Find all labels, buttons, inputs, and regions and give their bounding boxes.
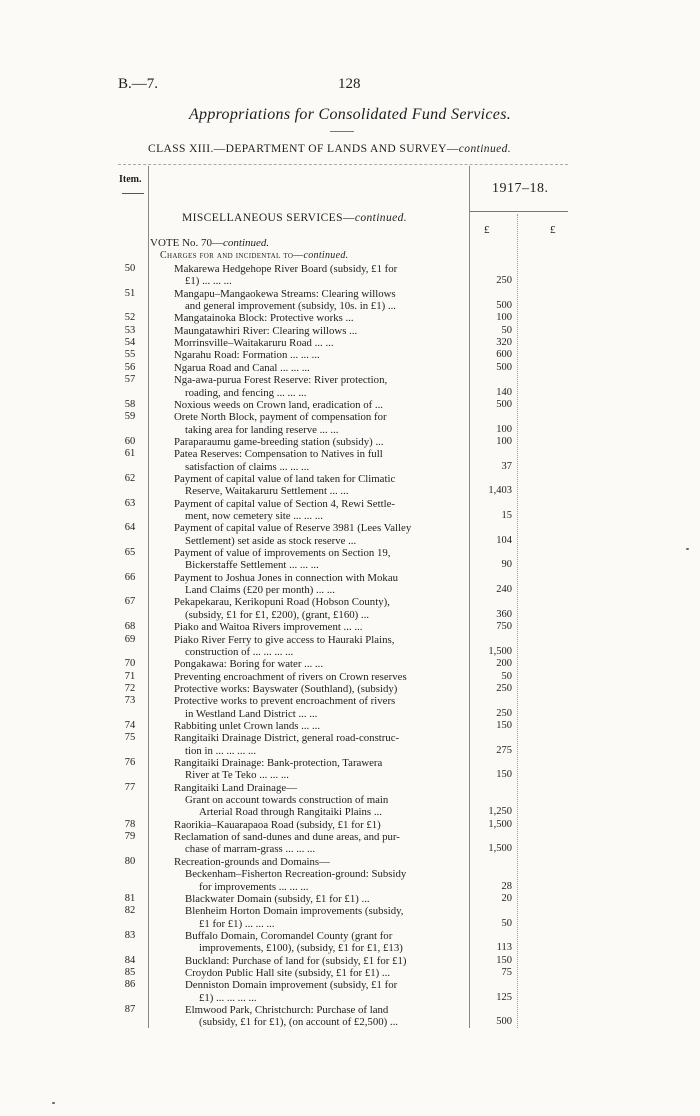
table-row (0, 461, 700, 473)
item-number: 72 (124, 682, 136, 694)
item-amount: 150 (496, 719, 512, 731)
item-description: Payment of capital value of Reserve 3981 (Lees Valley (174, 522, 412, 535)
item-description: Denniston Domain improvement (subsidy, £1 for (185, 979, 398, 992)
item-description: satisfaction of claims ... ... ... (185, 460, 310, 473)
item-number: 62 (124, 472, 136, 484)
item-number: 76 (124, 757, 136, 768)
title-rule (330, 131, 354, 132)
item-number: 56 (124, 361, 136, 373)
item-amount: 100 (496, 312, 512, 324)
item-description: Land Claims (£20 per month) ... ... (185, 584, 335, 597)
item-description: Blackwater Domain (subsidy, £1 for £1) ... (185, 892, 370, 905)
class-heading-continued: continued. (458, 143, 512, 155)
item-number: 53 (124, 324, 136, 336)
item-description: taking area for landing reserve ... ... (185, 423, 339, 436)
item-amount: 113 (496, 942, 512, 954)
table-row (0, 646, 700, 658)
item-description: £1) ... ... ... ... (199, 991, 257, 1004)
item-amount: 200 (496, 658, 512, 670)
table-row (0, 930, 700, 942)
item-description: Buffalo Domain, Coromandel County (grant for (185, 929, 393, 942)
table-row (0, 325, 700, 337)
document-reference: B.—7. (118, 76, 159, 92)
table-row (0, 992, 700, 1004)
item-description: Grant on account towards construction of main (185, 794, 389, 807)
item-amount: 750 (496, 621, 512, 633)
item-amount: 1,500 (488, 843, 512, 855)
year-header-rule (470, 211, 568, 212)
item-description: Rangitaiki Drainage: Bank-protection, Tarawera (174, 757, 383, 769)
item-description: Protective works to prevent encroachment of rivers (174, 695, 396, 708)
item-description: Blenheim Horton Domain improvements (subsidy, (185, 905, 404, 918)
item-number: 77 (124, 781, 136, 793)
item-amount: 1,403 (488, 485, 512, 497)
item-description: Pongakawa: Boring for water ... ... (174, 658, 324, 671)
table-row (0, 893, 700, 905)
item-number: 70 (124, 658, 136, 670)
item-number: 78 (124, 818, 136, 830)
table-row (0, 609, 700, 621)
table-row (0, 769, 700, 781)
table-row (0, 621, 700, 633)
table-row (0, 967, 700, 979)
item-description: improvements, £100), (subsidy, £1 for £1, £13) (199, 942, 403, 955)
item-description: Mangatainoka Block: Protective works ... (174, 312, 354, 325)
item-description: Arterial Road through Rangitaiki Plains ... (199, 806, 382, 819)
item-amount: 500 (496, 300, 512, 312)
table-row (0, 658, 700, 670)
item-number: 51 (124, 287, 136, 299)
table-row (0, 732, 700, 744)
item-amount: 1,500 (488, 818, 512, 830)
table-row (0, 263, 700, 275)
item-number: 60 (124, 435, 136, 447)
item-amount: 50 (501, 917, 512, 929)
item-description: Ngarua Road and Canal ... ... ... (174, 361, 310, 374)
item-description: Nga-awa-purua Forest Reserve: River protection, (174, 374, 388, 387)
table-row (0, 399, 700, 411)
item-description: £1) ... ... ... (185, 275, 232, 288)
class-heading-main: CLASS XIII.—DEPARTMENT OF LANDS AND SURVEY— (148, 143, 459, 155)
item-column-header: Item. (119, 174, 142, 185)
item-description: chase of marram-grass ... ... ... (185, 843, 316, 856)
table-row (0, 634, 700, 646)
item-amount: 1,250 (488, 806, 512, 818)
table-row (0, 387, 700, 399)
item-amount: 250 (496, 682, 512, 694)
paper-speck (686, 548, 689, 550)
item-number: 81 (124, 892, 136, 904)
item-number: 75 (124, 732, 136, 744)
item-amount: 240 (496, 584, 512, 596)
item-description: Patea Reserves: Compensation to Natives in full (174, 448, 383, 461)
item-description: tion in ... ... ... ... (185, 744, 257, 757)
table-row (0, 942, 700, 954)
item-description: Pekapekarau, Kerikopuni Road (Hobson County), (174, 596, 390, 609)
year-column-header: 1917–18. (492, 181, 549, 196)
item-number: 67 (124, 596, 136, 608)
item-number: 86 (124, 979, 136, 991)
table-row (0, 510, 700, 522)
item-description: Protective works: Bayswater (Southland), (subsidy) (174, 682, 398, 695)
table-row (0, 362, 700, 374)
item-amount: 100 (496, 423, 512, 435)
item-description: River at Te Teko ... ... ... (185, 769, 289, 782)
item-description: Bickerstaffe Settlement ... ... ... (185, 559, 319, 572)
table-row (0, 671, 700, 683)
item-number: 59 (124, 411, 136, 423)
item-number: 52 (124, 312, 136, 324)
item-amount: 50 (501, 324, 512, 336)
item-amount: 50 (501, 670, 512, 682)
item-number: 65 (124, 547, 136, 559)
table-row (0, 424, 700, 436)
item-description: (subsidy, £1 for £1), (on account of £2,500) ... (199, 1016, 399, 1029)
item-amount: 250 (496, 707, 512, 719)
item-amount: 275 (496, 744, 512, 756)
item-description: for improvements ... ... ... (199, 880, 309, 893)
page-number: 128 (338, 76, 361, 92)
pound-symbol-2: £ (550, 224, 556, 236)
table-row (0, 547, 700, 559)
table-row (0, 868, 700, 880)
item-description: Elmwood Park, Christchurch: Purchase of land (185, 1004, 389, 1016)
table-row (0, 485, 700, 497)
item-amount: 125 (496, 991, 512, 1003)
item-description: Rangitaiki Drainage District, general road-construc- (174, 732, 400, 745)
table-row (0, 535, 700, 547)
item-amount: 320 (496, 337, 512, 349)
item-number: 83 (124, 929, 136, 941)
item-amount: 15 (501, 510, 512, 521)
table-row (0, 572, 700, 584)
item-number: 82 (124, 905, 136, 917)
table-row (0, 337, 700, 349)
item-amount: 1,500 (488, 645, 512, 657)
table-row (0, 782, 700, 794)
table-row (0, 757, 700, 769)
table-row (0, 843, 700, 855)
item-number: 57 (124, 374, 136, 386)
item-amount: 500 (496, 361, 512, 373)
item-description: Rabbiting unlet Crown lands ... ... (174, 719, 321, 732)
table-row (0, 806, 700, 818)
item-description: (subsidy, £1 for £1, £200), (grant, £160) ... (185, 608, 370, 621)
item-amount: 90 (501, 559, 512, 571)
table-row (0, 312, 700, 324)
paper-speck (52, 1102, 55, 1104)
section-heading-continued: continued. (354, 212, 408, 224)
item-number: 87 (124, 1004, 136, 1015)
item-description: Noxious weeds on Crown land, eradication of ... (174, 398, 383, 411)
item-number: 73 (124, 695, 136, 707)
pound-symbol-1: £ (484, 224, 490, 236)
page-title: Appropriations for Consolidated Fund Services. (188, 106, 512, 123)
table-row (0, 1016, 700, 1028)
item-description: in Westland Land District ... ... (185, 707, 318, 720)
item-description: ment, now cemetery site ... ... ... (185, 510, 323, 522)
table-row (0, 1004, 700, 1016)
item-description: Ngarahu Road: Formation ... ... ... (174, 349, 320, 362)
vote-heading-main: VOTE No. 70— (150, 237, 224, 249)
table-row (0, 411, 700, 423)
item-description: roading, and fencing ... ... ... (185, 386, 307, 399)
item-description: Croydon Public Hall site (subsidy, £1 for £1) ... (185, 966, 391, 979)
item-amount: 20 (501, 892, 512, 904)
table-row (0, 881, 700, 893)
table-row (0, 275, 700, 287)
item-description: Beckenham–Fisherton Recreation-ground: Subsidy (185, 868, 407, 881)
item-number: 84 (124, 954, 136, 966)
table-row (0, 856, 700, 868)
section-heading (182, 212, 407, 224)
item-description: Buckland: Purchase of land for (subsidy, £1 for £1) (185, 954, 407, 967)
vote-heading (150, 237, 269, 249)
item-amount: 360 (496, 608, 512, 620)
item-number: 55 (124, 349, 136, 361)
item-description: Payment of value of improvements on Section 19, (174, 547, 391, 560)
item-description: Preventing encroachment of rivers on Crown reserves (174, 670, 407, 683)
item-amount: 250 (496, 275, 512, 287)
charges-heading-continued: continued. (303, 250, 349, 261)
item-description: Makarewa Hedgehope River Board (subsidy, £1 for (174, 263, 398, 275)
item-number: 54 (124, 337, 136, 349)
table-row (0, 448, 700, 460)
item-description: Raorikia–Kauarapaoa Road (subsidy, £1 for £1) (174, 818, 381, 831)
item-number: 58 (124, 398, 136, 410)
item-description: Rangitaiki Land Drainage— (174, 781, 297, 794)
item-amount: 75 (501, 966, 512, 978)
item-description: Mangapu–Mangaokewa Streams: Clearing willows (174, 287, 396, 300)
item-amount: 100 (496, 435, 512, 447)
table-row (0, 831, 700, 843)
table-row (0, 794, 700, 806)
item-number: 74 (124, 719, 136, 731)
item-description: Piako River Ferry to give access to Hauraki Plains, (174, 633, 395, 646)
item-description: Piako and Waitoa Rivers improvement ... ... (174, 621, 363, 634)
item-amount: 150 (496, 954, 512, 966)
item-header-rule (122, 193, 144, 194)
item-description: Orete North Block, payment of compensation for (174, 411, 387, 424)
table-row (0, 300, 700, 312)
item-description: and general improvement (subsidy, 10s. in £1) ... (185, 300, 396, 313)
item-number: 80 (124, 855, 136, 867)
item-description: Maungatawhiri River: Clearing willows ... (174, 324, 358, 337)
table-row (0, 683, 700, 695)
table-row (0, 745, 700, 757)
item-description: Reclamation of sand-dunes and dune areas, and pur- (174, 831, 400, 844)
table-row (0, 819, 700, 831)
item-number: 61 (124, 448, 136, 460)
item-amount: 600 (496, 349, 512, 361)
item-amount: 500 (496, 1016, 512, 1028)
item-number: 68 (124, 621, 136, 633)
vote-heading-continued: continued. (223, 237, 270, 249)
table-row (0, 584, 700, 596)
item-number: 66 (124, 571, 136, 583)
item-description: Payment of capital value of Section 4, Rewi Settle- (174, 497, 395, 510)
item-amount: 500 (496, 398, 512, 410)
item-description: £1 for £1) ... ... ... (199, 917, 275, 930)
table-row (0, 498, 700, 510)
table-row (0, 905, 700, 917)
table-row (0, 695, 700, 707)
item-description: Payment to Joshua Jones in connection with Mokau (174, 571, 399, 584)
section-heading-main: MISCELLANEOUS SERVICES— (182, 212, 355, 224)
table-row (0, 522, 700, 534)
table-row (0, 374, 700, 386)
table-row (0, 288, 700, 300)
table-row (0, 955, 700, 967)
item-description: Payment of capital value of land taken for Climatic (174, 472, 396, 485)
item-amount: 37 (501, 460, 512, 472)
item-number: 63 (124, 497, 136, 509)
class-heading (148, 143, 511, 155)
item-number: 50 (124, 263, 136, 274)
item-number: 71 (124, 670, 136, 682)
item-number: 79 (124, 831, 136, 843)
table-row (0, 708, 700, 720)
table-row (0, 473, 700, 485)
table-row (0, 720, 700, 732)
item-description: Recreation-grounds and Domains— (174, 855, 330, 868)
item-number: 85 (124, 966, 136, 978)
item-amount: 140 (496, 386, 512, 398)
item-description: construction of ... ... ... ... (185, 645, 294, 658)
item-description: Paraparaumu game-breeding station (subsidy) ... (174, 435, 384, 448)
item-number: 64 (124, 522, 136, 534)
item-amount: 104 (496, 534, 512, 546)
item-description: Settlement) set aside as stock reserve ... (185, 534, 357, 547)
table-top-rule (118, 164, 568, 165)
table-row (0, 918, 700, 930)
table-row (0, 436, 700, 448)
table-row (0, 559, 700, 571)
charges-heading (160, 250, 348, 261)
item-number: 69 (124, 633, 136, 645)
table-row (0, 596, 700, 608)
table-row (0, 979, 700, 991)
charges-heading-main: Charges for and incidental to— (160, 250, 304, 261)
item-amount: 150 (496, 769, 512, 781)
table-row (0, 349, 700, 361)
item-amount: 28 (501, 880, 512, 892)
item-description: Morrinsville–Waitakaruru Road ... ... (174, 337, 334, 350)
item-description: Reserve, Waitakaruru Settlement ... ... (185, 485, 349, 498)
